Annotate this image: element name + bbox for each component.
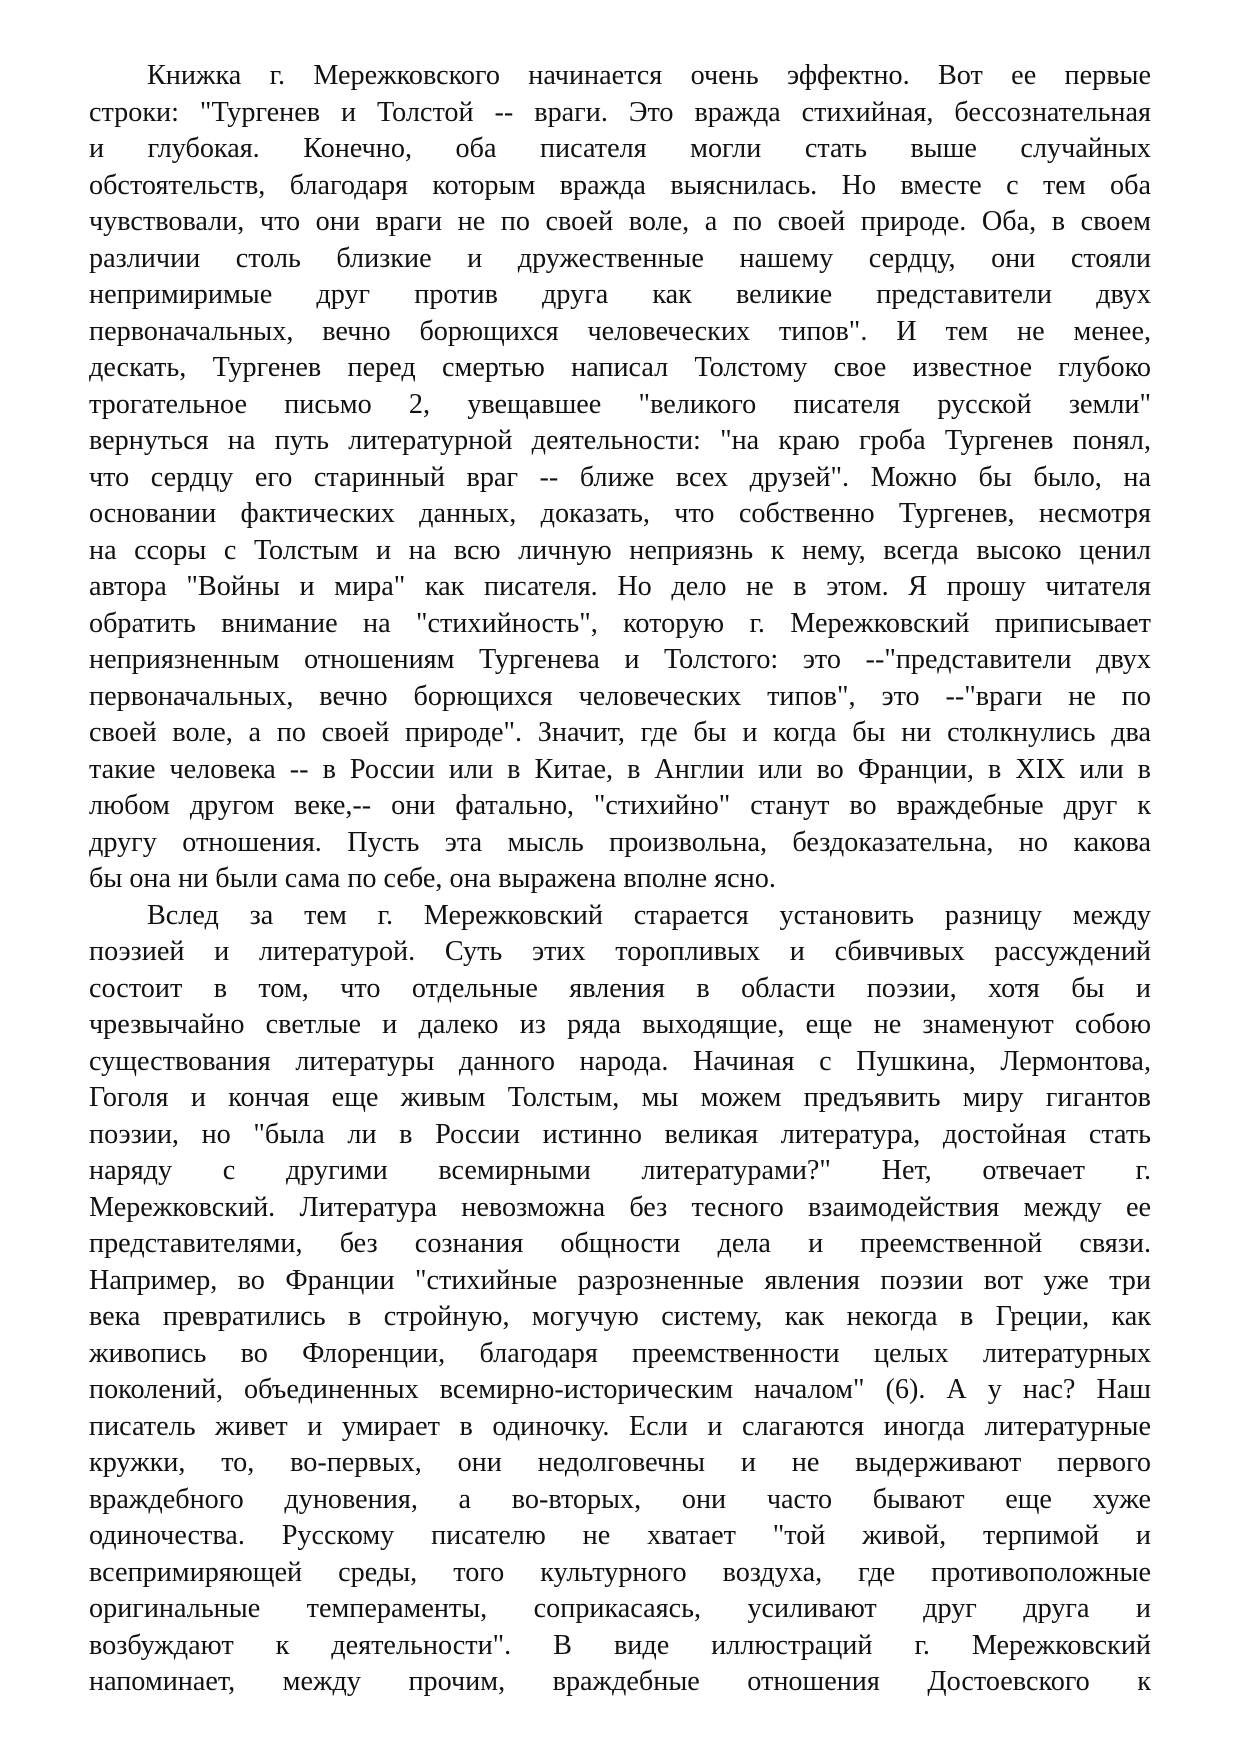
- text-line: Книжка г. Мережковского начинается очень эффектно. Вот ее первые: [147, 60, 1151, 91]
- text-line: на ссоры с Толстым и на всю личную неприязнь к нему, всегда высоко ценил: [89, 534, 1151, 566]
- text-line: представителями, без сознания общности дела и преемственной связи.: [89, 1228, 1151, 1259]
- text-line: непримиримые друг против друга как великие представители двух: [89, 279, 1151, 310]
- text-line: всепримиряющей среды, того культурного воздуха, где противоположные: [89, 1556, 1151, 1588]
- text-line: писатель живет и умирает в одиночку. Если и слагаются иногда литературные: [89, 1410, 1151, 1442]
- text-line: одиночества. Русскому писателю не хватает "той живой, терпимой и: [89, 1520, 1151, 1551]
- text-line: напоминает, между прочим, враждебные отношения Достоевского к: [89, 1666, 1151, 1697]
- text-line: своей воле, а по своей природе". Значит, где бы и когда бы ни столкнулись два: [89, 717, 1151, 748]
- text-line: обратить внимание на "стихийность", которую г. Мережковский приписывает: [89, 607, 1151, 639]
- text-line: Мережковский. Литература невозможна без тесного взаимодействия между ее: [89, 1191, 1151, 1223]
- text-line: что сердцу его старинный враг -- ближе всех друзей". Можно бы было, на: [89, 461, 1151, 493]
- text-line: первоначальных, вечно борющихся человеческих типов". И тем не менее,: [89, 315, 1151, 347]
- text-line: возбуждают к деятельности". В виде иллюстраций г. Мережковский: [89, 1629, 1151, 1661]
- text-line: оригинальные темпераменты, соприкасаясь, усиливают друг друга и: [89, 1593, 1151, 1624]
- text-line: существования литературы данного народа. Начиная с Пушкина, Лермонтова,: [89, 1045, 1151, 1077]
- text-line: века превратились в стройную, могучую систему, как некогда в Греции, как: [89, 1301, 1151, 1332]
- text-line: дескать, Тургенев перед смертью написал Толстому свое известное глубоко: [89, 352, 1151, 383]
- text-line: автора "Войны и мира" как писателя. Но дело не в этом. Я прошу читателя: [89, 571, 1151, 602]
- text-line: Гоголя и кончая еще живым Толстым, мы можем предъявить миру гигантов: [89, 1082, 1151, 1113]
- text-line: поэзией и литературой. Суть этих торопливых и сбивчивых рассуждений: [89, 936, 1151, 967]
- text-line: враждебного дуновения, а во-вторых, они часто бывают еще хуже: [89, 1483, 1151, 1515]
- text-line: поэзии, но "была ли в России истинно великая литература, достойная стать: [89, 1118, 1151, 1150]
- text-line: живопись во Флоренции, благодаря преемственности целых литературных: [89, 1337, 1151, 1369]
- text-line: и глубокая. Конечно, оба писателя могли стать выше случайных: [89, 133, 1151, 164]
- paragraph-1: [89, 58, 1151, 898]
- text-line: первоначальных, вечно борющихся человеческих типов", это --"враги не по: [89, 680, 1151, 712]
- text-line: Например, во Франции "стихийные разрозненные явления поэзии вот уже три: [89, 1264, 1151, 1296]
- text-line: бы она ни были сама по себе, она выражена вполне ясно.: [89, 863, 776, 894]
- text-line: чувствовали, что они враги не по своей воле, а по своей природе. Оба, в своем: [89, 206, 1151, 237]
- text-line: наряду с другими всемирными литературами?" Нет, отвечает г.: [89, 1155, 1151, 1186]
- text-line: строки: "Тургенев и Толстой -- враги. Это вражда стихийная, бессознательная: [89, 96, 1151, 128]
- paragraph-2: [89, 898, 1151, 1701]
- text-line: Вслед за тем г. Мережковский старается установить разницу между: [147, 899, 1151, 931]
- text-line: различии столь близкие и дружественные нашему сердцу, они стояли: [89, 242, 1151, 274]
- text-line: основании фактических данных, доказать, что собственно Тургенев, несмотря: [89, 498, 1151, 529]
- text-line: кружки, то, во-первых, они недолговечны и не выдерживают первого: [89, 1447, 1151, 1478]
- text-line: трогательное письмо 2, увещавшее "великого писателя русской земли": [89, 388, 1151, 420]
- text-line: чрезвычайно светлые и далеко из ряда выходящие, еще не знаменуют собою: [89, 1009, 1151, 1040]
- document-page: [89, 58, 1151, 1701]
- text-line: обстоятельств, благодаря которым вражда выяснилась. Но вместе с тем оба: [89, 169, 1151, 201]
- text-line: вернуться на путь литературной деятельности: "на краю гроба Тургенев понял,: [89, 425, 1151, 456]
- text-line: состоит в том, что отдельные явления в области поэзии, хотя бы и: [89, 972, 1151, 1004]
- text-line: неприязненным отношениям Тургенева и Толстого: это --"представители двух: [89, 644, 1151, 675]
- text-line: поколений, объединенных всемирно-историческим началом" (6). А у нас? Наш: [89, 1374, 1151, 1405]
- text-line: такие человека -- в России или в Китае, в Англии или во Франции, в XIX или в: [89, 753, 1151, 785]
- text-line: другу отношения. Пусть эта мысль произвольна, бездоказательна, но какова: [89, 826, 1151, 858]
- text-line: любом другом веке,-- они фатально, "стихийно" станут во враждебные друг к: [89, 790, 1151, 821]
